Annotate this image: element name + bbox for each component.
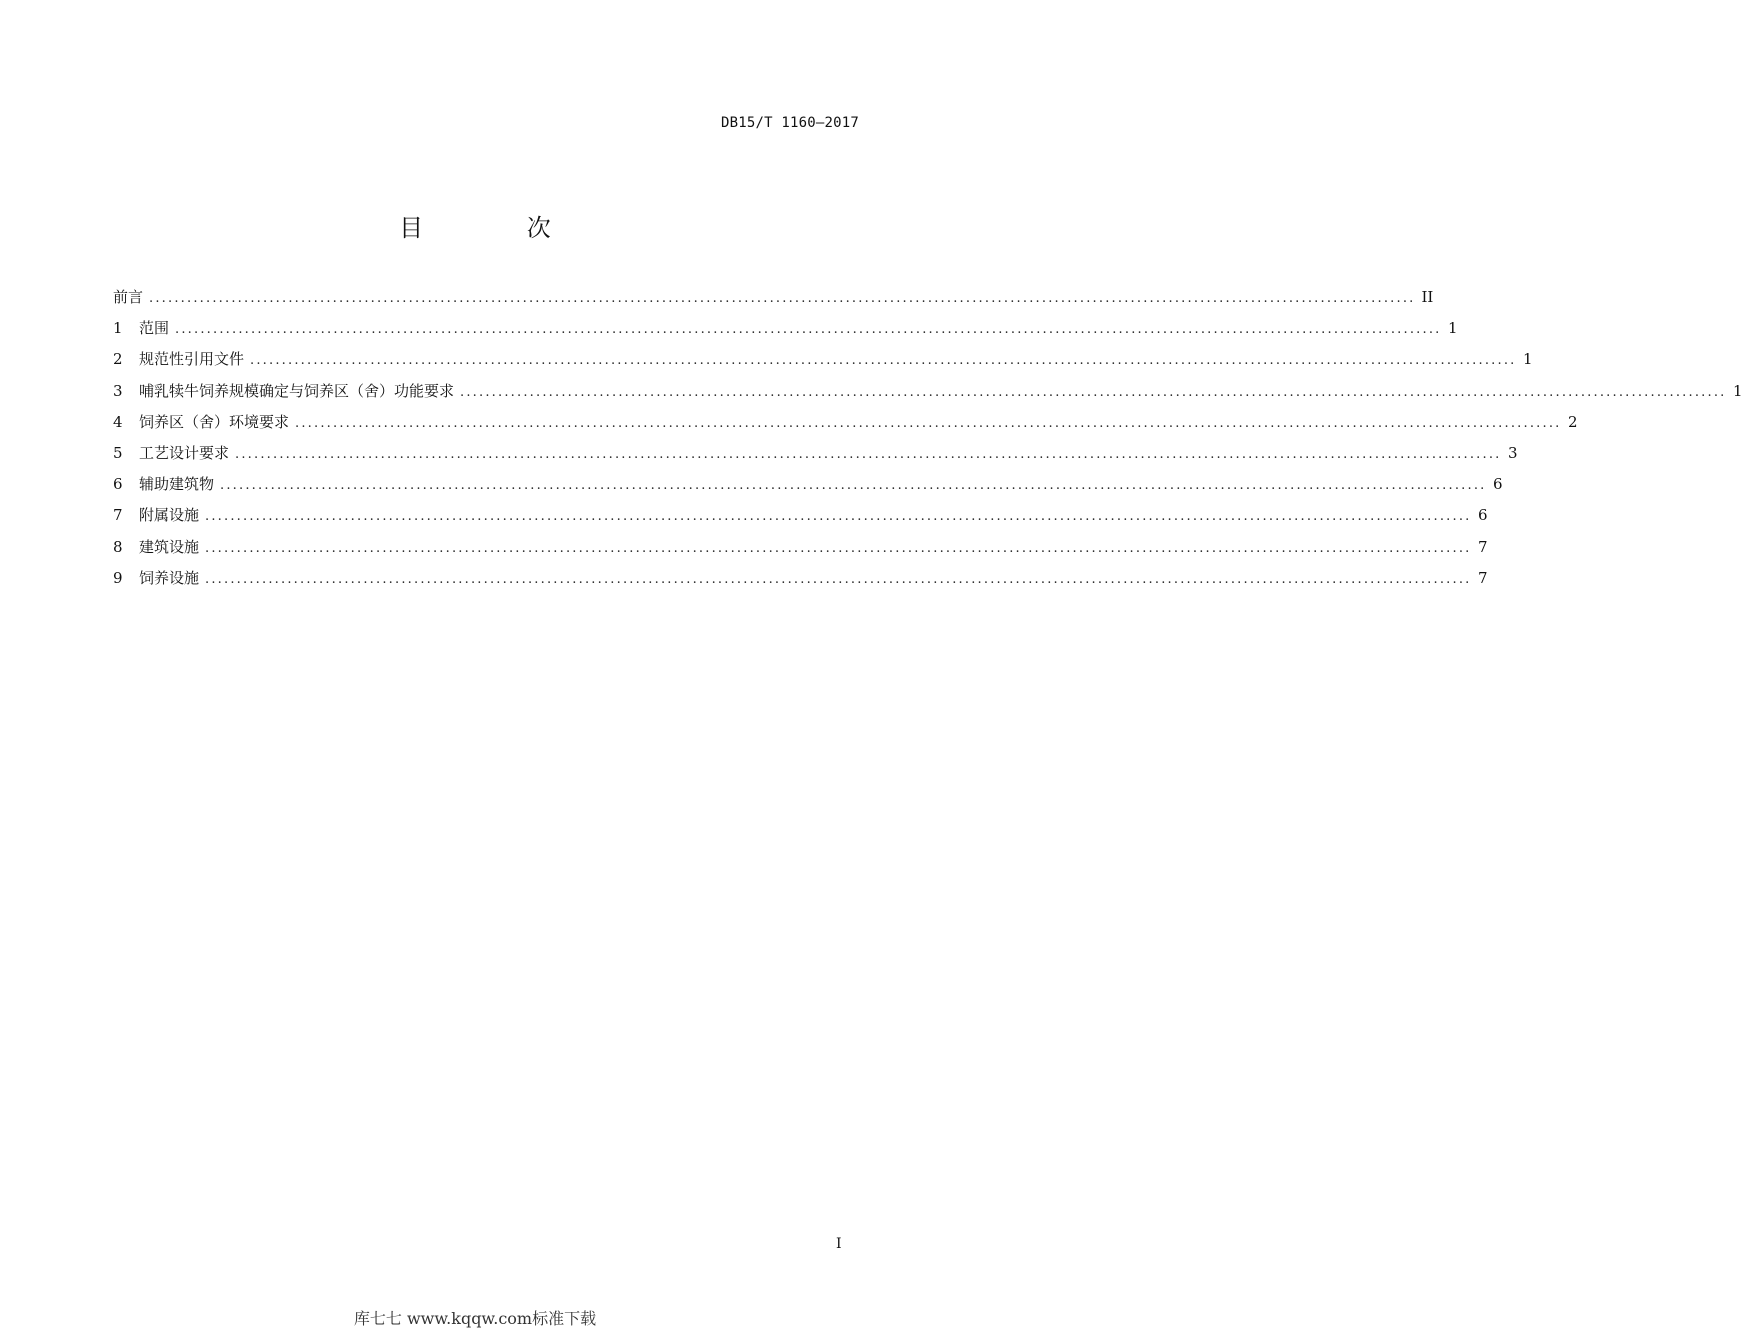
toc-entry-label: 范围 xyxy=(139,319,170,338)
toc-entry-number: 2 xyxy=(113,350,123,369)
toc-entry[interactable] xyxy=(113,567,1488,598)
page-number: I xyxy=(836,1236,842,1252)
toc-leader-dots: ........................................................................................................................................................................................................ xyxy=(175,322,1442,338)
toc-entry[interactable] xyxy=(113,442,1518,473)
toc-leader-dots: ........................................................................................................................................................................................................ xyxy=(205,571,1472,587)
toc-entry-label: 附属设施 xyxy=(139,506,200,525)
toc-entry[interactable] xyxy=(113,317,1458,348)
toc-entry-page: 1 xyxy=(1732,381,1742,400)
toc-entry-label: 哺乳犊牛饲养规模确定与饲养区（舍）功能要求 xyxy=(139,381,455,400)
toc-entry-label: 前言 xyxy=(113,288,144,306)
toc-entry-number: 6 xyxy=(113,475,123,494)
toc-leader-dots: ........................................................................................................................................................................................................ xyxy=(205,540,1472,556)
table-of-contents xyxy=(113,286,1742,598)
toc-entry-page: 6 xyxy=(1492,475,1503,494)
toc-entry[interactable] xyxy=(113,536,1488,567)
toc-title: 目 次 xyxy=(399,214,599,242)
toc-leader-dots: ........................................................................................................................................................................................................ xyxy=(220,478,1487,494)
toc-leader-dots: ........................................................................................................................................................................................................ xyxy=(250,353,1517,369)
toc-leader-dots: ........................................................................................................................................................................................................ xyxy=(235,446,1502,462)
document-code: DB15/T 1160—2017 xyxy=(720,115,859,131)
toc-entry-page: II xyxy=(1421,288,1434,306)
toc-entry[interactable] xyxy=(113,380,1742,411)
toc-entry-label: 工艺设计要求 xyxy=(139,443,230,462)
toc-leader-dots: ........................................................................................................................................................................................................ xyxy=(205,509,1472,525)
toc-entry-label: 饲养设施 xyxy=(139,568,200,587)
toc-entry[interactable] xyxy=(113,411,1578,442)
toc-entry-number: 5 xyxy=(113,443,123,462)
toc-entry[interactable] xyxy=(113,348,1533,379)
toc-entry-label: 辅助建筑物 xyxy=(139,475,215,494)
toc-entry-page: 7 xyxy=(1477,537,1488,556)
toc-entry-label: 饲养区（舍）环境要求 xyxy=(139,412,290,431)
toc-entry-label: 规范性引用文件 xyxy=(139,350,245,369)
toc-entry-number: 8 xyxy=(113,537,123,556)
toc-entry-number: 9 xyxy=(113,568,123,587)
toc-leader-dots: ........................................................................................................................................................................................................ xyxy=(149,291,1416,306)
toc-entry[interactable] xyxy=(113,504,1488,535)
toc-entry-page: 7 xyxy=(1477,568,1488,587)
footer-watermark: 库七七 www.kqqw.com标准下载 xyxy=(353,1309,597,1328)
toc-leader-dots: ........................................................................................................................................................................................................ xyxy=(460,384,1727,400)
toc-entry-page: 1 xyxy=(1522,350,1533,369)
toc-entry-page: 2 xyxy=(1567,412,1578,431)
toc-entry-page: 6 xyxy=(1477,506,1488,525)
toc-entry-page: 3 xyxy=(1507,443,1518,462)
toc-entry-number: 4 xyxy=(113,412,123,431)
toc-entry[interactable] xyxy=(113,473,1503,504)
toc-entry-number: 7 xyxy=(113,506,123,525)
toc-entry-label: 建筑设施 xyxy=(139,537,200,556)
toc-leader-dots: ........................................................................................................................................................................................................ xyxy=(295,415,1562,431)
toc-entry[interactable] xyxy=(113,286,1434,317)
toc-entry-number: 3 xyxy=(113,381,123,400)
toc-entry-page: 1 xyxy=(1447,319,1458,338)
toc-entry-number: 1 xyxy=(113,319,123,338)
